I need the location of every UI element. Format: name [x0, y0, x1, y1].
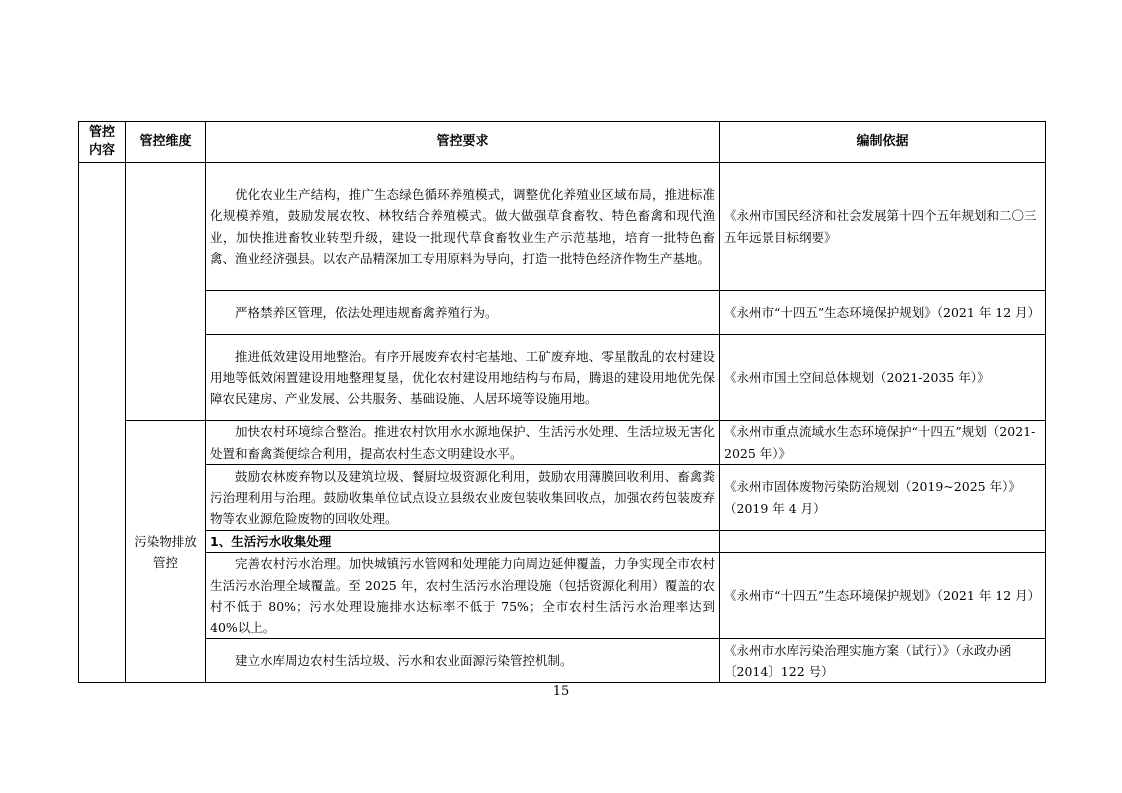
requirement-cell: 完善农村污水治理。加快城镇污水管网和处理能力向周边延伸覆盖，力争实现全市农村生活污水治理全域覆盖。至 2025 年，农村生活污水治理设施（包括资源化利用）覆盖的农村不低于 80%；污水处理设施排水达标率不低于 75%；全市农村生活污水治理率达到 40%以上。 — [206, 553, 720, 639]
basis-cell: 《永州市水库污染治理实施方案（试行）》（永政办函〔2014〕122 号） — [720, 639, 1046, 683]
page-number: 15 — [552, 684, 570, 699]
basis-cell: 《永州市重点流域水生态环境保护“十四五”规划（2021-2025 年）》 — [720, 421, 1046, 465]
table-row — [79, 553, 1046, 639]
basis-cell-empty — [720, 531, 1046, 553]
requirement-cell: 严格禁养区管理，依法处理违规畜禽养殖行为。 — [206, 291, 720, 335]
requirement-cell: 推进低效建设用地整治。有序开展废弃农村宅基地、工矿废弃地、零星散乱的农村建设用地等低效闲置建设用地整理复垦，优化农村建设用地结构与布局，腾退的建设用地优先保障农民建房、产业发展、公共服务、基础设施、人居环境等设施用地。 — [206, 335, 720, 421]
dimension-cell: 污染物排放管控 — [126, 421, 206, 683]
table-row — [79, 465, 1046, 531]
table-row — [79, 291, 1046, 335]
header-basis: 编制依据 — [720, 122, 1046, 163]
requirement-cell: 鼓励农林废弃物以及建筑垃圾、餐厨垃圾资源化利用，鼓励农用薄膜回收利用、畜禽粪污治理利用与治理。鼓励收集单位试点设立县级农业废包装收集回收点，加强农药包装废弃物等农业源危险废物的回收处理。 — [206, 465, 720, 531]
table-row — [79, 335, 1046, 421]
basis-cell: 《永州市固体废物污染防治规划（2019~2025 年）》（2019 年 4 月） — [720, 465, 1046, 531]
requirement-cell: 建立水库周边农村生活垃圾、污水和农业面源污染管控机制。 — [206, 639, 720, 683]
requirement-cell: 优化农业生产结构，推广生态绿色循环养殖模式，调整优化养殖业区域布局，推进标准化规模养殖，鼓励发展农牧、林牧结合养殖模式。做大做强草食畜牧、特色畜禽和现代渔业，加快推进畜牧业转型升级，建设一批现代草食畜牧业生产示范基地，培育一批特色畜禽、渔业经济强县。以农产品精深加工专用原料为导向，打造一批特色经济作物生产基地。 — [206, 163, 720, 291]
table-header-row — [79, 122, 1046, 163]
basis-cell: 《永州市“十四五”生态环境保护规划》（2021 年 12 月） — [720, 553, 1046, 639]
basis-cell: 《永州市“十四五”生态环境保护规划》（2021 年 12 月） — [720, 291, 1046, 335]
requirement-cell: 加快农村环境综合整治。推进农村饮用水水源地保护、生活污水处理、生活垃圾无害化处置和畜禽粪便综合利用，提高农村生态文明建设水平。 — [206, 421, 720, 465]
header-content: 管控内容 — [79, 122, 126, 163]
table-row — [79, 421, 1046, 465]
header-requirement: 管控要求 — [206, 122, 720, 163]
table-row — [79, 163, 1046, 291]
table-row — [79, 639, 1046, 683]
basis-cell: 《永州市国民经济和社会发展第十四个五年规划和二〇三五年远景目标纲要》 — [720, 163, 1046, 291]
dimension-cell-empty — [126, 163, 206, 421]
content-cell — [79, 163, 126, 683]
regulation-table — [78, 121, 1046, 683]
table-row — [79, 531, 1046, 553]
section-subheading: 1、生活污水收集处理 — [206, 531, 720, 553]
header-dimension: 管控维度 — [126, 122, 206, 163]
basis-cell: 《永州市国土空间总体规划（2021-2035 年）》 — [720, 335, 1046, 421]
